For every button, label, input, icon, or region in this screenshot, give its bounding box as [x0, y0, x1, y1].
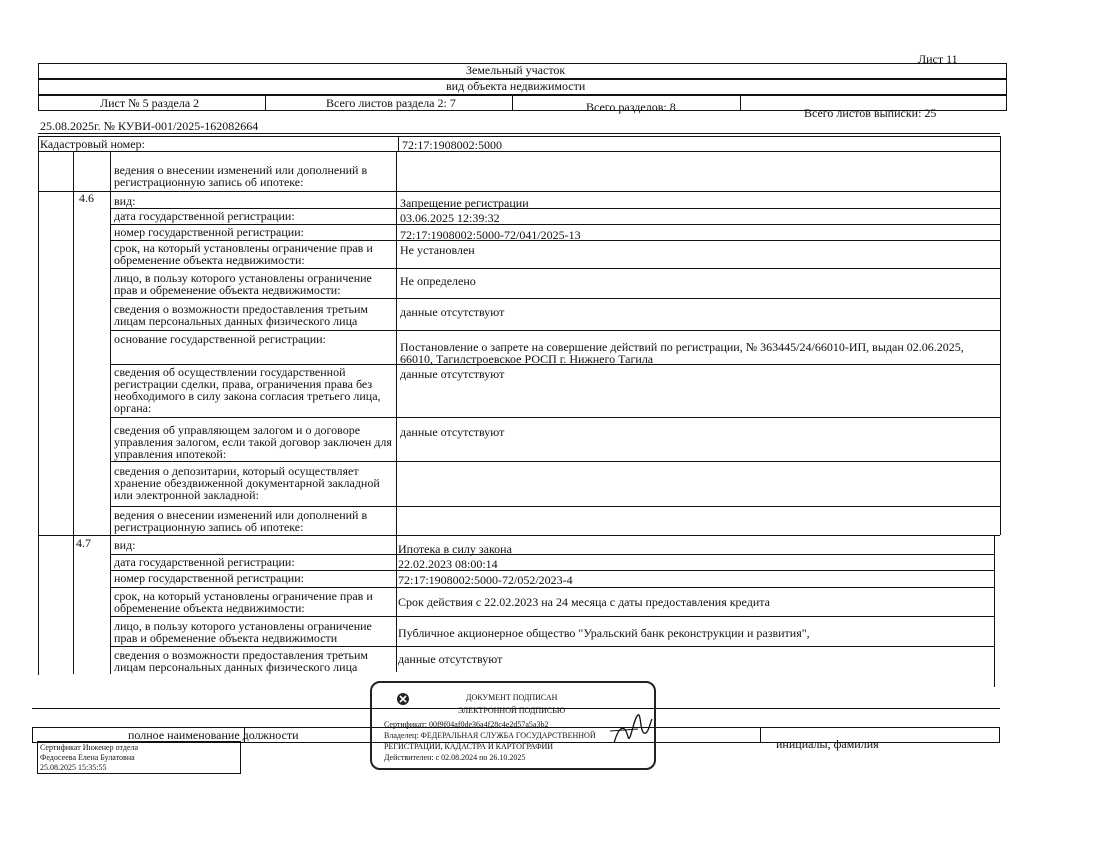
row-divider: [110, 268, 1000, 269]
object-subtitle: вид объекта недвижимости: [446, 79, 586, 93]
table-row-label: лицо, в пользу которого установлены ограничение прав и обременение объекта недвижимости:: [114, 271, 372, 297]
table-row-label: вид:: [114, 538, 136, 552]
table-row-label: вид:: [114, 194, 136, 208]
table-row-label: сведения об осуществлении государственной регистрации сделки, права, ограничения права без необходимого в силу закона согласия третьего лица, органа:: [114, 365, 381, 415]
stamp-line3: Сертификат: 00f9f04af0de36a4f28c4e2d57a5a3b2: [384, 720, 549, 729]
table-row-value: Срок действия с 22.02.2023 на 24 месяца с даты предоставления кредита: [398, 595, 770, 609]
section-number: 4.7: [76, 536, 91, 550]
table-row-label: номер государственной регистрации:: [114, 571, 304, 585]
object-title: Земельный участок: [466, 63, 566, 77]
table-row-value: 72:17:1908002:5000-72/041/2025-13: [400, 228, 581, 242]
value-col-divider: [396, 152, 397, 672]
table-row-label: номер государственной регистрации:: [114, 225, 304, 239]
divider: [760, 727, 761, 743]
table-row-value: 72:17:1908002:5000-72/052/2023-4: [398, 573, 573, 587]
emblem-icon: [396, 692, 410, 706]
table-row-value: Ипотека в силу закона: [398, 542, 512, 556]
sheet-section: Лист № 5 раздела 2: [100, 96, 200, 110]
stamp-line1: ДОКУМЕНТ ПОДПИСАН: [466, 693, 558, 702]
row-divider: [110, 461, 1000, 462]
table-row-value: Публичное акционерное общество "Уральский банк реконструкции и развития",: [398, 626, 810, 640]
e-signature-stamp: [370, 681, 656, 770]
divider: [512, 95, 513, 111]
stamp-line5: РЕГИСТРАЦИИ, КАДАСТРА И КАРТОГРАФИИ: [384, 742, 554, 751]
table-row-value: данные отсутствуют: [400, 305, 505, 319]
num-col-divider: [73, 152, 74, 674]
table-row-value: 03.06.2025 12:39:32: [400, 211, 500, 225]
table-row-value: Запрещение регистрации: [400, 196, 529, 210]
signer-box: [37, 741, 241, 774]
stamp-line4: Владелец: ФЕДЕРАЛЬНАЯ СЛУЖБА ГОСУДАРСТВЕННОЙ: [384, 731, 596, 740]
table-right-border: [1000, 152, 1001, 535]
sheet-number: Лист 11: [918, 52, 958, 66]
initials-label: инициалы, фамилия: [776, 737, 879, 751]
row-divider: [110, 587, 994, 588]
row-divider: [110, 506, 1000, 507]
doc-ref: 25.08.2025г. № КУВИ-001/2025-162082664: [40, 119, 259, 133]
table-row-value: 22.02.2023 08:00:14: [398, 557, 498, 571]
row-divider: [110, 298, 1000, 299]
row-divider: [110, 646, 994, 647]
section-number: 4.6: [79, 191, 94, 205]
row-divider: [110, 330, 1000, 331]
label-col-divider: [110, 152, 111, 674]
signature-mark-icon: [608, 709, 656, 749]
divider: [398, 136, 399, 152]
table-row-value: данные отсутствуют: [400, 367, 505, 381]
table-row-value: данные отсутствуют: [400, 425, 505, 439]
table-row-value: данные отсутствуют: [398, 652, 503, 666]
table-row-label: срок, на который установлены ограничение прав и обременение объекта недвижимости:: [114, 589, 373, 615]
table-left-border: [38, 152, 39, 675]
table-row-label: сведения об управляющем залогом и о договоре управления залогом, если такой договор заключен для управления ипотекой:: [114, 423, 392, 461]
table-row-label: сведения о депозитарии, который осуществляет хранение обездвиженной документарной закладной или электронной закладной:: [114, 464, 380, 502]
table-row-value: Не установлен: [400, 243, 475, 257]
table-row-label: срок, на который установлены ограничение прав и обременение объекта недвижимости:: [114, 241, 373, 267]
row-divider: [110, 417, 1000, 418]
cadastral-row: [38, 136, 1001, 152]
signer-line2: Федосеева Елена Булатовна: [40, 753, 135, 762]
table-row-label: лицо, в пользу которого установлены ограничение прав и обременение объекта недвижимости: [114, 619, 372, 645]
table-row-label: основание государственной регистрации:: [114, 332, 326, 346]
table-row-label: ведения о внесении изменений или дополнений в регистрационную запись об ипотеке:: [114, 508, 368, 534]
divider: [38, 133, 1000, 134]
row-divider: [110, 616, 994, 617]
table-row-label: ведения о внесении изменений или дополнений в регистрационную запись об ипотеке:: [114, 163, 368, 189]
divider: [265, 95, 266, 111]
total-sheets-extract: Всего листов выписки: 25: [804, 106, 937, 120]
table-row-label: дата государственной регистрации:: [114, 555, 295, 569]
stamp-line6: Действителен: с 02.08.2024 по 26.10.2025: [384, 753, 526, 762]
section-divider: [38, 535, 1000, 536]
table-row-value: Постановление о запрете на совершение действий по регистрации, № 363445/24/66010-ИП, выдан 02.06.2025, 66010, Тагилстроевское РОСП г. Нижнего Тагила: [400, 340, 964, 366]
row-divider: [38, 191, 1000, 192]
signer-line1: Сертификат Инженер отдела: [40, 743, 139, 752]
signer-line3: 25.08.2025 15:35:55: [40, 763, 107, 772]
table-row-value: Не определено: [400, 274, 476, 288]
position-label: полное наименование должности: [128, 728, 299, 742]
cadastral-label: Кадастровый номер:: [40, 137, 145, 151]
table-row-label: дата государственной регистрации:: [114, 209, 295, 223]
cadastral-value: 72:17:1908002:5000: [402, 138, 503, 152]
table-row-label: сведения о возможности предоставления третьим лицам персональных данных физического лица: [114, 648, 369, 674]
total-sheets-section: Всего листов раздела 2: 7: [326, 96, 456, 110]
stamp-line2: ЭЛЕКТРОННОЙ ПОДПИСЬЮ: [458, 706, 566, 715]
table-row-label: сведения о возможности предоставления третьим лицам персональных данных физического лица: [114, 302, 369, 328]
total-sections: Всего разделов: 8: [586, 100, 676, 114]
table-right-border: [994, 535, 995, 687]
divider: [740, 95, 741, 111]
